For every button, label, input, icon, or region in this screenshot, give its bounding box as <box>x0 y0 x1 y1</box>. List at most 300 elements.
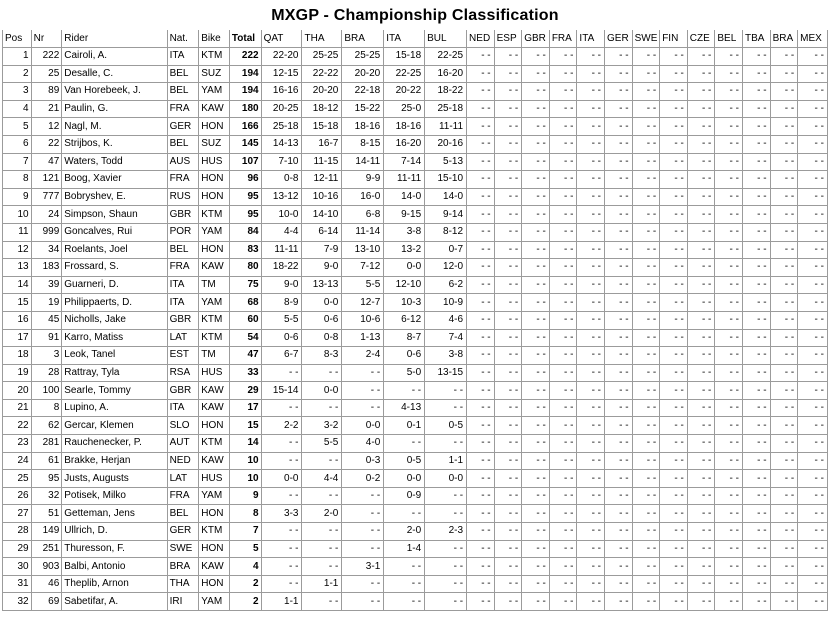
race-result-cell: 11-11 <box>425 118 467 136</box>
race-result-cell: - - <box>605 523 633 541</box>
race-result-cell: 11-15 <box>302 153 342 171</box>
race-result-cell: 25-18 <box>261 118 302 136</box>
pos-cell: 1 <box>3 48 32 66</box>
table-row <box>3 329 828 347</box>
bike-cell: KTM <box>199 329 230 347</box>
race-result-cell: - - <box>494 83 522 101</box>
nr-cell: 22 <box>31 135 62 153</box>
race-result-cell: - - <box>798 575 828 593</box>
race-result-cell: - - <box>798 593 828 611</box>
col-race-3: ITA <box>384 30 425 48</box>
col-race-8: FRA <box>549 30 577 48</box>
race-result-cell: - - <box>605 452 633 470</box>
race-result-cell: - - <box>632 575 660 593</box>
bike-cell: HON <box>199 118 230 136</box>
race-result-cell: - - <box>770 505 798 523</box>
rider-cell: Waters, Todd <box>62 153 167 171</box>
race-result-cell: - - <box>577 329 605 347</box>
race-result-cell: - - <box>549 188 577 206</box>
race-result-cell: - - <box>522 65 550 83</box>
nat-cell: NED <box>167 452 199 470</box>
race-result-cell: - - <box>549 135 577 153</box>
race-result-cell: - - <box>770 575 798 593</box>
race-result-cell: 0-8 <box>302 329 342 347</box>
nr-cell: 21 <box>31 100 62 118</box>
race-result-cell: - - <box>494 399 522 417</box>
col-bike: Bike <box>199 30 230 48</box>
race-result-cell: - - <box>467 118 495 136</box>
race-result-cell: - - <box>632 399 660 417</box>
race-result-cell: - - <box>605 593 633 611</box>
table-row <box>3 153 828 171</box>
race-result-cell: - - <box>549 276 577 294</box>
race-result-cell: - - <box>660 364 688 382</box>
pos-cell: 10 <box>3 206 32 224</box>
bike-cell: KTM <box>199 523 230 541</box>
header-row <box>3 30 828 48</box>
race-result-cell: 3-3 <box>261 505 302 523</box>
pos-cell: 18 <box>3 347 32 365</box>
table-row <box>3 100 828 118</box>
pos-cell: 16 <box>3 311 32 329</box>
race-result-cell: - - <box>522 100 550 118</box>
total-cell: 107 <box>229 153 261 171</box>
nat-cell: BEL <box>167 83 199 101</box>
race-result-cell: - - <box>632 435 660 453</box>
race-result-cell: - - <box>384 382 425 400</box>
total-cell: 15 <box>229 417 261 435</box>
total-cell: 14 <box>229 435 261 453</box>
race-result-cell: - - <box>522 83 550 101</box>
race-result-cell: - - <box>660 188 688 206</box>
race-result-cell: - - <box>549 575 577 593</box>
race-result-cell: - - <box>798 540 828 558</box>
race-result-cell: - - <box>660 505 688 523</box>
race-result-cell: 1-13 <box>342 329 384 347</box>
race-result-cell: - - <box>660 100 688 118</box>
race-result-cell: - - <box>660 294 688 312</box>
race-result-cell: - - <box>632 48 660 66</box>
race-result-cell: - - <box>770 382 798 400</box>
race-result-cell: - - <box>715 259 743 277</box>
total-cell: 9 <box>229 487 261 505</box>
table-row <box>3 65 828 83</box>
bike-cell: YAM <box>199 593 230 611</box>
race-result-cell: - - <box>577 83 605 101</box>
race-result-cell: - - <box>632 206 660 224</box>
race-result-cell: - - <box>467 347 495 365</box>
race-result-cell: - - <box>742 188 770 206</box>
race-result-cell: - - <box>742 276 770 294</box>
race-result-cell: - - <box>522 452 550 470</box>
race-result-cell: - - <box>467 171 495 189</box>
race-result-cell: 1-1 <box>302 575 342 593</box>
race-result-cell: 18-16 <box>384 118 425 136</box>
race-result-cell: 18-16 <box>342 118 384 136</box>
race-result-cell: - - <box>522 259 550 277</box>
table-row <box>3 523 828 541</box>
rider-cell: Nagl, M. <box>62 118 167 136</box>
race-result-cell: 12-15 <box>261 65 302 83</box>
nr-cell: 100 <box>31 382 62 400</box>
race-result-cell: - - <box>425 575 467 593</box>
race-result-cell: - - <box>261 540 302 558</box>
race-result-cell: - - <box>742 329 770 347</box>
race-result-cell: - - <box>467 593 495 611</box>
col-race-4: BUL <box>425 30 467 48</box>
bike-cell: SUZ <box>199 135 230 153</box>
table-row <box>3 435 828 453</box>
race-result-cell: - - <box>605 382 633 400</box>
race-result-cell: 13-12 <box>261 188 302 206</box>
race-result-cell: - - <box>742 206 770 224</box>
race-result-cell: - - <box>425 435 467 453</box>
race-result-cell: - - <box>715 575 743 593</box>
race-result-cell: - - <box>577 470 605 488</box>
race-result-cell: - - <box>549 48 577 66</box>
race-result-cell: - - <box>494 364 522 382</box>
race-result-cell: - - <box>798 399 828 417</box>
race-result-cell: - - <box>549 118 577 136</box>
race-result-cell: 12-7 <box>342 294 384 312</box>
nr-cell: 149 <box>31 523 62 541</box>
race-result-cell: 12-11 <box>302 171 342 189</box>
race-result-cell: - - <box>522 223 550 241</box>
race-result-cell: - - <box>660 435 688 453</box>
table-row <box>3 241 828 259</box>
race-result-cell: - - <box>577 382 605 400</box>
race-result-cell: - - <box>605 399 633 417</box>
bike-cell: HUS <box>199 153 230 171</box>
race-result-cell: - - <box>687 153 715 171</box>
race-result-cell: - - <box>798 135 828 153</box>
race-result-cell: - - <box>742 65 770 83</box>
race-result-cell: - - <box>522 470 550 488</box>
race-result-cell: - - <box>632 540 660 558</box>
race-result-cell: - - <box>522 311 550 329</box>
race-result-cell: - - <box>742 523 770 541</box>
col-race-17: MEX <box>798 30 828 48</box>
race-result-cell: - - <box>302 540 342 558</box>
nr-cell: 69 <box>31 593 62 611</box>
nat-cell: GBR <box>167 382 199 400</box>
pos-cell: 4 <box>3 100 32 118</box>
race-result-cell: - - <box>342 399 384 417</box>
race-result-cell: - - <box>577 294 605 312</box>
race-result-cell: - - <box>660 558 688 576</box>
pos-cell: 12 <box>3 241 32 259</box>
race-result-cell: - - <box>261 452 302 470</box>
table-row <box>3 347 828 365</box>
race-result-cell: - - <box>425 382 467 400</box>
pos-cell: 32 <box>3 593 32 611</box>
race-result-cell: - - <box>467 188 495 206</box>
race-result-cell: - - <box>605 487 633 505</box>
race-result-cell: - - <box>687 417 715 435</box>
race-result-cell: - - <box>742 417 770 435</box>
race-result-cell: - - <box>605 48 633 66</box>
race-result-cell: - - <box>742 171 770 189</box>
race-result-cell: - - <box>770 241 798 259</box>
nat-cell: AUT <box>167 435 199 453</box>
race-result-cell: - - <box>687 311 715 329</box>
race-result-cell: - - <box>798 347 828 365</box>
total-cell: 17 <box>229 399 261 417</box>
race-result-cell: - - <box>494 153 522 171</box>
race-result-cell: - - <box>798 470 828 488</box>
bike-cell: HUS <box>199 364 230 382</box>
race-result-cell: - - <box>577 558 605 576</box>
race-result-cell: 4-4 <box>302 470 342 488</box>
race-result-cell: 11-14 <box>342 223 384 241</box>
rider-cell: Nicholls, Jake <box>62 311 167 329</box>
total-cell: 194 <box>229 83 261 101</box>
race-result-cell: 15-18 <box>384 48 425 66</box>
race-result-cell: 12-0 <box>425 259 467 277</box>
race-result-cell: - - <box>770 83 798 101</box>
race-result-cell: 4-4 <box>261 223 302 241</box>
race-result-cell: 0-0 <box>384 470 425 488</box>
race-result-cell: - - <box>605 276 633 294</box>
race-result-cell: 6-7 <box>261 347 302 365</box>
race-result-cell: 10-6 <box>342 311 384 329</box>
race-result-cell: - - <box>770 188 798 206</box>
race-result-cell: 20-16 <box>425 135 467 153</box>
pos-cell: 31 <box>3 575 32 593</box>
race-result-cell: - - <box>660 276 688 294</box>
race-result-cell: - - <box>687 294 715 312</box>
race-result-cell: - - <box>770 259 798 277</box>
table-row <box>3 48 828 66</box>
pos-cell: 25 <box>3 470 32 488</box>
race-result-cell: - - <box>742 470 770 488</box>
race-result-cell: - - <box>687 171 715 189</box>
race-result-cell: - - <box>660 523 688 541</box>
race-result-cell: 15-14 <box>261 382 302 400</box>
race-result-cell: 5-0 <box>384 364 425 382</box>
race-result-cell: - - <box>798 100 828 118</box>
pos-cell: 30 <box>3 558 32 576</box>
race-result-cell: - - <box>522 276 550 294</box>
pos-cell: 11 <box>3 223 32 241</box>
race-result-cell: 22-20 <box>261 48 302 66</box>
race-result-cell: - - <box>549 435 577 453</box>
race-result-cell: - - <box>687 487 715 505</box>
rider-cell: Simpson, Shaun <box>62 206 167 224</box>
race-result-cell: - - <box>549 399 577 417</box>
bike-cell: HON <box>199 540 230 558</box>
race-result-cell: - - <box>605 505 633 523</box>
race-result-cell: - - <box>494 487 522 505</box>
race-result-cell: - - <box>522 329 550 347</box>
race-result-cell: - - <box>522 382 550 400</box>
total-cell: 95 <box>229 206 261 224</box>
rider-cell: Van Horebeek, J. <box>62 83 167 101</box>
pos-cell: 28 <box>3 523 32 541</box>
table-row <box>3 575 828 593</box>
race-result-cell: 2-2 <box>261 417 302 435</box>
nat-cell: SWE <box>167 540 199 558</box>
nr-cell: 28 <box>31 364 62 382</box>
race-result-cell: - - <box>687 382 715 400</box>
race-result-cell: - - <box>467 505 495 523</box>
race-result-cell: - - <box>549 452 577 470</box>
race-result-cell: - - <box>494 135 522 153</box>
race-result-cell: - - <box>467 65 495 83</box>
col-rider: Rider <box>62 30 167 48</box>
race-result-cell: - - <box>632 118 660 136</box>
race-result-cell: - - <box>632 364 660 382</box>
race-result-cell: - - <box>632 470 660 488</box>
race-result-cell: - - <box>715 294 743 312</box>
race-result-cell: - - <box>342 364 384 382</box>
nat-cell: ITA <box>167 276 199 294</box>
race-result-cell: 0-0 <box>302 382 342 400</box>
pos-cell: 20 <box>3 382 32 400</box>
table-row <box>3 487 828 505</box>
total-cell: 83 <box>229 241 261 259</box>
race-result-cell: - - <box>467 153 495 171</box>
race-result-cell: - - <box>577 417 605 435</box>
race-result-cell: - - <box>384 593 425 611</box>
race-result-cell: - - <box>522 118 550 136</box>
nat-cell: LAT <box>167 470 199 488</box>
race-result-cell: - - <box>494 48 522 66</box>
race-result-cell: - - <box>467 135 495 153</box>
race-result-cell: - - <box>549 311 577 329</box>
total-cell: 95 <box>229 188 261 206</box>
race-result-cell: 0-7 <box>425 241 467 259</box>
table-row <box>3 259 828 277</box>
rider-cell: Desalle, C. <box>62 65 167 83</box>
col-nr: Nr <box>31 30 62 48</box>
table-row <box>3 188 828 206</box>
race-result-cell: 2-0 <box>302 505 342 523</box>
race-result-cell: - - <box>522 523 550 541</box>
race-result-cell: - - <box>522 294 550 312</box>
nat-cell: FRA <box>167 487 199 505</box>
race-result-cell: - - <box>687 435 715 453</box>
race-result-cell: 6-12 <box>384 311 425 329</box>
page-title: MXGP - Championship Classification <box>271 7 559 24</box>
race-result-cell: - - <box>715 417 743 435</box>
race-result-cell: - - <box>577 223 605 241</box>
race-result-cell: - - <box>467 223 495 241</box>
race-result-cell: - - <box>632 505 660 523</box>
race-result-cell: 18-22 <box>261 259 302 277</box>
race-result-cell: - - <box>742 347 770 365</box>
race-result-cell: - - <box>494 452 522 470</box>
race-result-cell: - - <box>342 382 384 400</box>
race-result-cell: - - <box>798 241 828 259</box>
race-result-cell: - - <box>494 470 522 488</box>
col-race-7: GBR <box>522 30 550 48</box>
race-result-cell: - - <box>798 206 828 224</box>
race-result-cell: - - <box>742 558 770 576</box>
nr-cell: 999 <box>31 223 62 241</box>
race-result-cell: - - <box>715 153 743 171</box>
race-result-cell: - - <box>342 487 384 505</box>
race-result-cell: - - <box>549 523 577 541</box>
race-result-cell: - - <box>742 364 770 382</box>
race-result-cell: - - <box>687 452 715 470</box>
race-result-cell: - - <box>660 540 688 558</box>
race-result-cell: - - <box>687 100 715 118</box>
race-result-cell: - - <box>660 417 688 435</box>
race-result-cell: - - <box>632 100 660 118</box>
table-row <box>3 593 828 611</box>
nat-cell: FRA <box>167 259 199 277</box>
race-result-cell: - - <box>770 171 798 189</box>
race-result-cell: 7-10 <box>261 153 302 171</box>
race-result-cell: - - <box>522 593 550 611</box>
race-result-cell: - - <box>605 135 633 153</box>
total-cell: 194 <box>229 65 261 83</box>
race-result-cell: - - <box>632 452 660 470</box>
race-result-cell: 16-20 <box>425 65 467 83</box>
pos-cell: 2 <box>3 65 32 83</box>
table-row <box>3 452 828 470</box>
pos-cell: 23 <box>3 435 32 453</box>
pos-cell: 26 <box>3 487 32 505</box>
race-result-cell: - - <box>715 399 743 417</box>
race-result-cell: - - <box>632 223 660 241</box>
race-result-cell: - - <box>660 206 688 224</box>
rider-cell: Searle, Tommy <box>62 382 167 400</box>
race-result-cell: 11-11 <box>261 241 302 259</box>
race-result-cell: 4-0 <box>342 435 384 453</box>
nr-cell: 19 <box>31 294 62 312</box>
table-row <box>3 505 828 523</box>
race-result-cell: - - <box>494 100 522 118</box>
race-result-cell: - - <box>577 276 605 294</box>
race-result-cell: - - <box>632 188 660 206</box>
race-result-cell: - - <box>425 540 467 558</box>
nr-cell: 89 <box>31 83 62 101</box>
race-result-cell: - - <box>467 311 495 329</box>
race-result-cell: 6-2 <box>425 276 467 294</box>
race-result-cell: - - <box>577 241 605 259</box>
race-result-cell: - - <box>798 364 828 382</box>
race-result-cell: - - <box>522 188 550 206</box>
table-row <box>3 558 828 576</box>
col-race-16: BRA <box>770 30 798 48</box>
race-result-cell: - - <box>261 558 302 576</box>
race-result-cell: - - <box>384 558 425 576</box>
race-result-cell: 0-0 <box>342 417 384 435</box>
race-result-cell: 5-5 <box>342 276 384 294</box>
pos-cell: 5 <box>3 118 32 136</box>
race-result-cell: - - <box>494 417 522 435</box>
pos-cell: 7 <box>3 153 32 171</box>
race-result-cell: - - <box>660 452 688 470</box>
nat-cell: RUS <box>167 188 199 206</box>
race-result-cell: - - <box>632 382 660 400</box>
race-result-cell: - - <box>660 593 688 611</box>
race-result-cell: - - <box>798 294 828 312</box>
race-result-cell: - - <box>632 83 660 101</box>
race-result-cell: 0-1 <box>384 417 425 435</box>
race-result-cell: 0-9 <box>384 487 425 505</box>
race-result-cell: - - <box>577 135 605 153</box>
race-result-cell: - - <box>715 100 743 118</box>
rider-cell: Potisek, Milko <box>62 487 167 505</box>
race-result-cell: - - <box>605 470 633 488</box>
rider-cell: Goncalves, Rui <box>62 223 167 241</box>
race-result-cell: - - <box>494 206 522 224</box>
race-result-cell: - - <box>522 135 550 153</box>
race-result-cell: - - <box>467 259 495 277</box>
